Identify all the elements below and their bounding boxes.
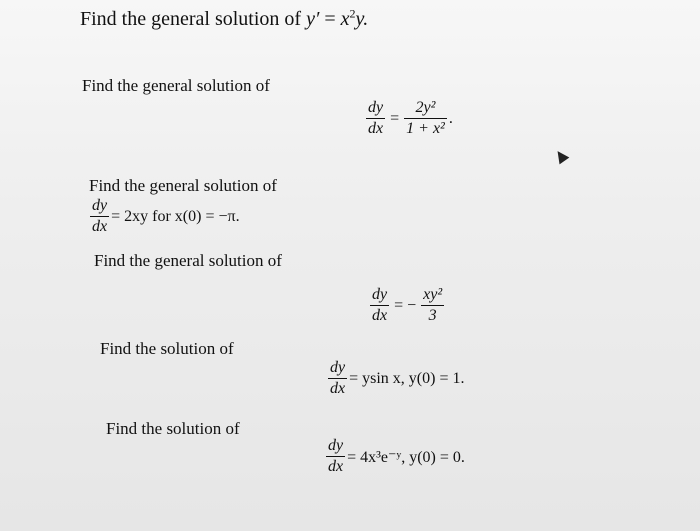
problem-4-lhs-fraction (328, 358, 347, 399)
fraction-denominator: dx (372, 307, 388, 324)
fraction-numerator: dy (368, 99, 384, 116)
problem-5-heading: Find the solution of (106, 419, 240, 438)
problem-1-lhs-fraction (366, 98, 385, 139)
fraction-denominator: dx (92, 218, 108, 235)
problem-4-heading: Find the solution of (100, 339, 234, 358)
problem-1-rhs-fraction (404, 98, 447, 139)
fraction-denominator: dx (330, 380, 346, 397)
fraction-denominator: dx (368, 120, 384, 137)
page-title (80, 8, 368, 31)
equals-sign: = (390, 109, 400, 127)
problem-2-lhs-fraction (90, 196, 109, 237)
title-y: y. (355, 8, 369, 30)
problem-5-equation (324, 436, 465, 477)
problem-3-lhs-fraction (370, 285, 389, 326)
fraction-numerator: dy (328, 437, 344, 454)
problem-4-equation (326, 358, 464, 399)
fraction-numerator: dy (330, 359, 346, 376)
fraction-denominator: dx (328, 458, 344, 475)
fraction-denominator: 1 + x² (406, 120, 445, 137)
fraction-numerator: dy (372, 286, 388, 303)
fraction-numerator: dy (92, 197, 108, 214)
fraction-denominator: 3 (428, 307, 437, 324)
title-lhs: y′ (306, 8, 320, 30)
problem-5-rhs: = 4x³e⁻ʸ, y(0) = 0. (347, 448, 465, 466)
fraction-numerator: 2y² (415, 99, 436, 116)
problem-2-heading: Find the general solution of (89, 176, 277, 195)
equals-minus-sign: = − (394, 296, 417, 314)
problem-4-rhs: = ysin x, y(0) = 1. (349, 369, 465, 387)
problem-5-lhs-fraction (326, 436, 345, 477)
mouse-cursor-icon (553, 148, 570, 165)
fraction-numerator: xy² (423, 286, 443, 303)
problem-2-equation (88, 196, 240, 237)
problem-3-heading: Find the general solution of (94, 251, 282, 270)
title-equals: = (319, 8, 341, 30)
title-text: Find the general solution of (80, 8, 307, 30)
problem-3-rhs-fraction (421, 285, 444, 326)
problem-2-rhs: = 2xy for x(0) = −π. (111, 207, 240, 225)
problem-1-equation (364, 98, 453, 139)
title-x: x (340, 8, 350, 30)
problem-1-period: . (448, 109, 453, 127)
title-exponent: 2 (349, 6, 356, 21)
problem-3-equation (368, 285, 446, 326)
problem-1-heading: Find the general solution of (82, 76, 270, 95)
